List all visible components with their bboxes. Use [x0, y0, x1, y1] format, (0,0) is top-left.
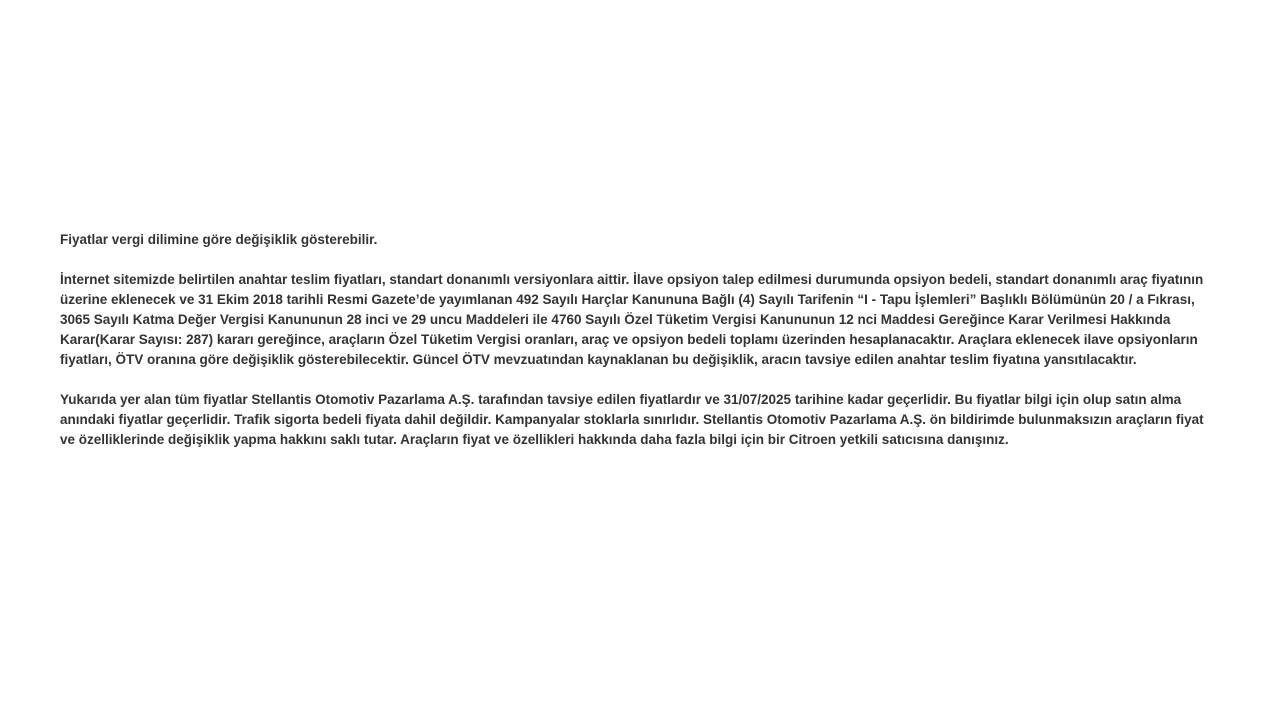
tax-bracket-note: Fiyatlar vergi dilimine göre değişiklik gösterebilir. — [60, 232, 378, 247]
price-disclaimer — [60, 230, 1210, 470]
price-validity-legal-text: Yukarıda yer alan tüm fiyatlar Stellantis Otomotiv Pazarlama A.Ş. tarafından tavsiye edilen fiyatlardır ve 31/07/2025 tarihine kadar geçerlidir. Bu fiyatlar bilgi için olup satın alma anındaki fiyatlar geçerlidir. Trafik sigorta bedeli fiyata dahil değildir. Kampanyalar stoklarla sınırlıdır. Stellantis Otomotiv Pazarlama A.Ş. ön bildirimde bulunmaksızın araçların fiyat ve özelliklerinde değişiklik yapma hakkını saklı tutar. Araçların fiyat ve özellikleri hakkında daha fazla bilgi için bir Citroen yetkili satıcısına danışınız. — [60, 392, 1204, 447]
turnkey-price-legal-text: İnternet sitemizde belirtilen anahtar teslim fiyatları, standart donanımlı versiyonlara aittir. İlave opsiyon talep edilmesi durumunda opsiyon bedeli, standart donanımlı araç fiyatının üzerine eklenecek ve 31 Ekim 2018 tarihli Resmi Gazete’de yayımlanan 492 Sayılı Harçlar Kanununa Bağlı (4) Sayılı Tarifenin “I - Tapu İşlemleri” Başlıklı Bölümünün 20 / a Fıkrası, 3065 Sayılı Katma Değer Vergisi Kanununun 28 inci ve 29 uncu Maddeleri ile 4760 Sayılı Özel Tüketim Vergisi Kanununun 12 nci Maddesi Gereğince Karar Verilmesi Hakkında Karar(Karar Sayısı: 287) kararı gereğince, araçların Özel Tüketim Vergisi oranları, araç ve opsiyon bedeli toplamı üzerinden hesaplanacaktır. Araçlara eklenecek ilave opsiyonların fiyatları, ÖTV oranına göre değişiklik gösterebilecektir. Güncel ÖTV mevzuatından kaynaklanan bu değişiklik, aracın tavsiye edilen anahtar teslim fiyatına yansıtılacaktır. — [60, 272, 1204, 367]
